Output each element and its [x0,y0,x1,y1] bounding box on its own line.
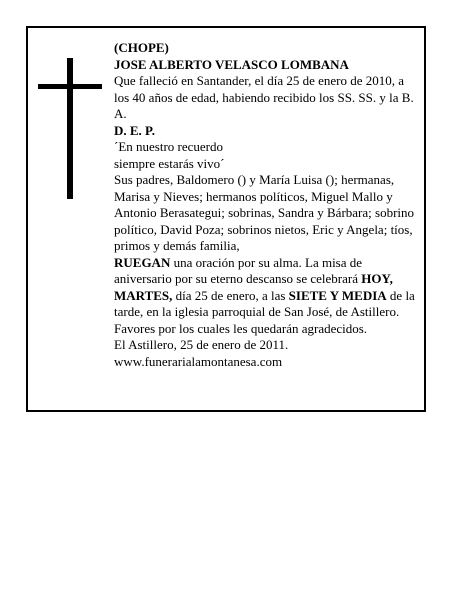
cross-icon-bar [38,84,102,89]
obituary-notice [26,26,426,412]
cross-icon [67,58,73,199]
prayer-text: una oración por su alma. La misa de aniversario por su eterno descanso se celebrará [114,254,363,286]
quote-line-1: ´En nuestro recuerdo [114,139,224,154]
website-link[interactable]: www.funerarialamontanesa.com [114,353,283,369]
service-day: HOY, MARTES, [114,271,393,303]
quote-line-2: siempre estarás vivo´ [114,155,225,171]
intro-paragraph: Que falleció en Santander, el día 25 de enero de 2010, a los 40 años de edad, habiendo recibido los SS. SS. y la B. A. [114,73,414,121]
service-location: de la tarde, en la iglesia parroquial de San José, de Astillero. Favores por los cuales les quedarán agradecidos. [114,287,415,336]
obituary-text [114,40,420,370]
deceased-name: JOSE ALBERTO VELASCO LOMBANA [114,56,349,72]
service-paragraph [114,255,420,338]
family-paragraph: Sus padres, Baldomero () y María Luisa (); hermanas, Marisa y Nieves; hermanos políticos, Miguel Mallo y Antonio Berasategui; sobrinas, Sandra y Bárbara; sobrino político, David Poza; sobrinos nietos, Eric y Angela; tíos, primos y demás familia, [114,172,415,253]
service-time: SIETE Y MEDIA [288,287,387,303]
service-date: día 25 de enero, a las [172,287,289,303]
ruegan-text: RUEGAN [114,254,171,270]
nickname: (CHOPE) [114,40,169,55]
dep-line: D. E. P. [114,122,156,138]
closing-line: El Astillero, 25 de enero de 2011. [114,337,289,352]
